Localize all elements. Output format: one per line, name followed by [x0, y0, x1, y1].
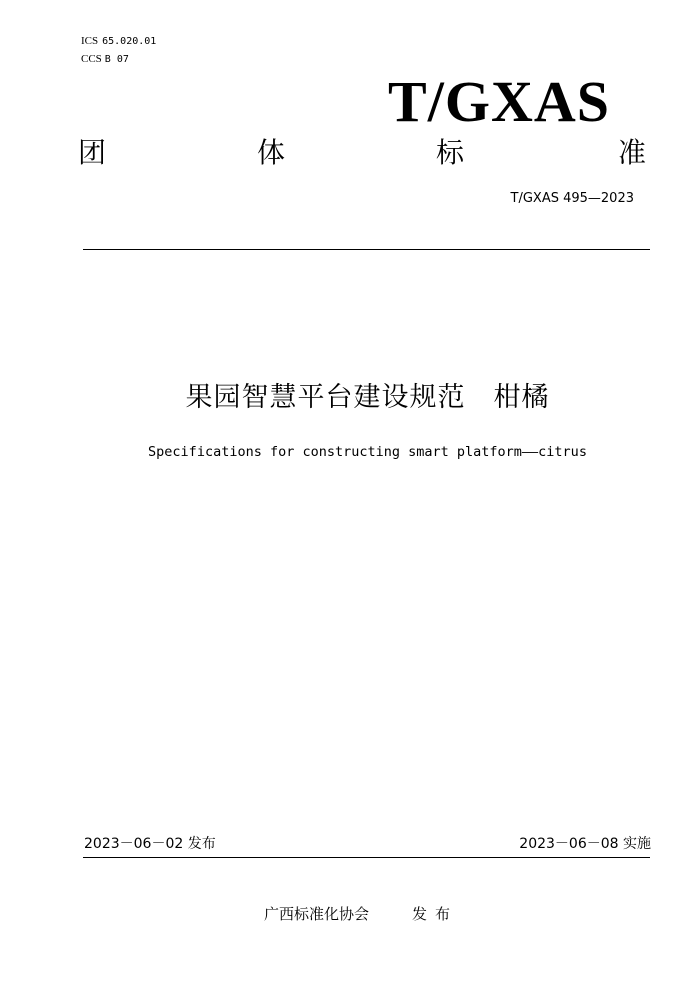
issue-label: 发布 — [412, 905, 459, 923]
top-divider — [83, 249, 650, 250]
ics-value: 65.020.01 — [102, 36, 157, 47]
ccs-value: B 07 — [104, 54, 129, 65]
title-chinese: 果园智慧平台建设规范 柑橘 — [185, 382, 550, 413]
standard-category — [78, 134, 646, 172]
bottom-divider — [83, 857, 650, 858]
ics-code — [81, 34, 156, 49]
implement-date: 2023－06－08 实施 — [519, 836, 651, 852]
title-english: Specifications for constructing smart platform——citrus — [148, 444, 587, 460]
category-char: 准 — [618, 136, 647, 169]
category-char: 团 — [78, 136, 107, 169]
ics-label: ICS — [81, 35, 99, 47]
issuer-name: 广西标准化协会 — [264, 905, 370, 923]
category-char: 标 — [436, 136, 465, 169]
category-char: 体 — [257, 136, 286, 169]
standard-number: T/GXAS 495—2023 — [510, 191, 634, 206]
publish-date: 2023－06－02 发布 — [84, 836, 216, 852]
ccs-code — [81, 52, 129, 67]
standard-logo: T/GXAS — [388, 69, 610, 134]
ccs-label: CCS — [81, 53, 102, 65]
